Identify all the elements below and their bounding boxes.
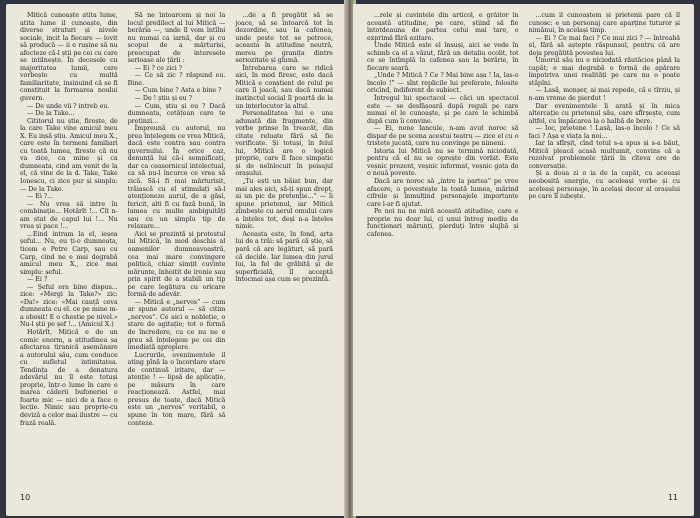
paragraph: — Ioc, prietene ! Lasă, las-o încolo ! Ce să faci ? Așa e viața la noi... xyxy=(528,125,680,140)
paragraph: — Ei ? Ce mai faci ? Ce mai zici ? — întreabă el, fără să aștepte răspunsul, pentru că are deja pregătită povestea lui. xyxy=(528,34,680,57)
paragraph: Personalitatea lui e una adunată din fragmente, din vorbe prinse în treacăt, din citate reluate fără să fie verificate. Și totuși, în felul lui, Mitică are o logică proprie, care îl face simpatic și de neînlocuit în peisajul orașului. xyxy=(235,110,334,178)
paragraph: — De ! știu și eu ? xyxy=(134,95,192,103)
paragraph: Și a doua zi o ia de la capăt, cu aceeași neobosită energie, cu aceleași vorbe și cu aceleași personaje, în același decor al orașului pe care îl iubește. xyxy=(528,170,680,201)
paragraph: Mitică cunoaște atita lume, atita lume il cunoaște, din diverse straturi și nivele sociale, incit la fiecare — lovit să producă — ii e rușine să nu afecteze că-l știi pe cei cu care se intilnește. În decesele cu majoritatea lumii, care vorbește cu multă familiaritate, insinuind că se fi constituit la formarea noului guvern. xyxy=(20,12,118,103)
right-column-1 xyxy=(367,12,519,490)
right-column-2 xyxy=(529,12,681,490)
paragraph: — Șeful era bine dispus... zice: «Mergi la Take?» zic: «Da!» zice: «Mai cauță ceva dumneata cu el. ce pe mine m-a obosit! E o chestie pe nivel.» Nu-l știi pe șef !... (Amicul X.) xyxy=(20,283,118,329)
paragraph: Aici se prezintă și protestul lui Mitică, în mod deschis al oamenilor dumneavoastră, cea mai mare convingere politică, chiar simțit cuvinte mărunte, înhoitit de ironie sau prin spirit de a stabili un tip pe care legătura cu oricare formă de adevăr. xyxy=(127,230,226,299)
paragraph: Umorul său nu e niciodată răutăcios până la capăt; e mai degrabă o formă de apărare împotriva unei realități pe care nu o poate stăpîni. xyxy=(528,57,680,87)
left-page-columns xyxy=(20,12,333,490)
paragraph: — Cum bine ? Asta e bine ? xyxy=(134,87,222,95)
paragraph: „Unde ? Mitică ? Ce ? Mai bine așa ! Ia, las-o încolo !” — sînt replicile lui preferate, folosite oricînd, indiferent de subiect. xyxy=(367,72,519,95)
paragraph: Pe noi nu ne miră această atitudine, care e proprie nu doar lui, ci unui întreg mediu de funcționari mărunți, pierduți între slujbă și cafenea. xyxy=(367,208,519,238)
paragraph: — Cum, știu și eu ? Dacă dumneata, cetățean care te pretinzi... xyxy=(127,102,226,125)
paragraph: — Ei ? xyxy=(27,276,48,284)
paragraph: Dar evenimentele îi arată și în mica altercație cu prietenul său, care sfîrșește, cum altfel, cu împăcarea la o halbă de bere. xyxy=(528,102,680,125)
paragraph: Întregul lui spectacol — căci un spectacol este — se desfășoară după reguli pe care numai el le cunoaște, și pe care le schimbă după cum îi convine. xyxy=(367,95,519,125)
paragraph: — Ei, nene Iancule, n-am avut noroc să dispar de pe scena acestui teatru — zice el cu o tristețe jucată, care nu convinge pe nimeni. xyxy=(367,125,519,148)
paragraph: — De la Take... xyxy=(27,110,75,118)
paragraph: Aceasta este, în fond, arta lui de a trăi: să pară că știe, să pară că are legături, să pară că decide. Iar lumea din jurul lui, la fel de grăbită și de superficială, îl acceptă întocmai așa cum se prezintă. xyxy=(235,230,334,284)
paragraph: Istoria lui Mitică nu se termină niciodată, pentru că el nu se oprește din vorbit. Este veșnic prezent, veșnic informat, veșnic gata de o nouă poveste. xyxy=(367,147,519,178)
paragraph: Hotărît, Mitică e de un comic enorm, a atitudinea sa afectarea tiranică asemănare a autorului său, cum conduce cu sufletul intimitatea. Tendința de a denatura adevărul nu îl este totuși proprie, înțr-o lume în care e marea căderii bufoneriei e foarte mic — nici de a face o lecție. Nimic sau proprie-cu deviză a celor mai ilustre — cu frază reală. xyxy=(20,328,118,427)
paragraph: ...de a fi pregătit să se joace, să se întoarcă tot în dezordine, sau la cafenea, unde peste tot se petrece, aceasta în atitudine neutră, mereu pe granița dintre seriozitate și glumă. xyxy=(235,12,334,65)
paragraph: — Ei ?... xyxy=(27,193,54,201)
paragraph: Unde Mitică este el însuși, aici se vede în schimb ca el a văzut, fără un detaliu ocolit, tot ce se întîmplă la cafenea sau la berărie, în fiecare seară. xyxy=(367,42,519,72)
paragraph: — Nu vrea să intre în combinație... Hotărît !... Cît n-am stat de capul lui !... Nu vrea și pace !... xyxy=(20,200,118,231)
paragraph: „Tu ești un băiat bun, dar mai ales aici, să-ți spun drept, ai un pic de pretenție...” — îi spune prietenul, iar Mitică zîmbește cu aerul omului care a înțeles tot, deși n-a înțeles nimic. xyxy=(235,178,334,231)
paragraph: Iar la sfîrșit, cînd totul s-a spus și s-a băut, Mitică pleacă acasă mulțumit, convins că a rezolvat problemele țării în cîteva ore de conversație. xyxy=(528,140,680,170)
paragraph: Întrebarea care se ridică aici, în mod firesc, este dacă Mitică e conștient de rolul pe care îl joacă, sau dacă numai instinctul social îl poartă de la un interlocutor la altul. xyxy=(235,64,334,110)
left-column-2 xyxy=(128,12,226,490)
paragraph: Cititorul nu știe, firește, de la care Take vine amicul meu X. Eu insă știu. Amicul meu X., care este în termeni familiari cu toată lumea, fireste că nu va zice, ca mine și ca dumneata, cind am venit de la el, că vine de la d. Take, Take Ionescu, ci zice pur și simplu: — De la Take. xyxy=(20,117,118,193)
left-column-3 xyxy=(235,12,333,490)
right-page-columns xyxy=(367,12,680,490)
right-page xyxy=(353,4,694,516)
left-column-1 xyxy=(20,12,118,490)
paragraph: ...Eind intram la el, ieșea șeful... Nu, eu ți-o dumneata, ticem e Petre Carp, sau cu Carp, cind ne e mai degrabă amicul meu X., zice mai simplu: șeful. xyxy=(20,230,118,276)
paragraph: Împreună cu autorul, nu prea înțelegem ce vrea Mitică, dacă este contra sau contra guvernului. În orice caz, denunță lui că-i semnificați, dar ca ceasornicul intelectual, ca să nu-l încurce ce vrea să zică. Să-i fi mai mărturisit, trăiască cu el stimulați să-l atenționeze aurul, de a găsi, fericit, alti fi cu fază bună, în lumea cu multe ambiguități sau cu un simplu tip de relaxare... xyxy=(127,125,226,231)
paragraph: — Ce să zic ? răspund eu. Bine. xyxy=(127,72,226,87)
paragraph: ...cum il cunoaștem și prietenii pare că îl cunosc: e un personaj care aparține tuturor și nimănui, în același timp. xyxy=(528,12,680,35)
paragraph: ...rele și cuvintele din articol, e grăitor în această atitudine, pe care, știind să fie întotdeauna de partea celui mai tare, o exprimă fără ezitare. xyxy=(367,12,519,42)
paragraph: Dacă are noroc să „intre la partea” pe vreo afacere, o povestește la toată lumea, mărind cifrele și înmulțind personajele importante care l-ar fi ajutat. xyxy=(367,178,519,208)
page-number-right: 11 xyxy=(667,493,678,502)
left-page xyxy=(6,4,347,516)
paragraph: Să ne întoarcem și noi la locul predilect al lui Mitică — berăria —, unde îl vom întîlni nu numai ca iarnă, dar și cu scopul de a mărturisi, preocupat de interesele serioase ale țării : xyxy=(127,12,226,65)
paragraph: Lucrurile, evenimentele il ating pînă la o încordare stare de continuă iritare, dar — atenție ! — lipsă de aplicație, pe măsura în care reacționează. Astfel, mai presus de toate, dacă Mitică este un „nervos” veritabil, o spune în ton mare, fără să conteze. xyxy=(127,351,226,427)
paragraph: — De unde vii ? intreb eu. xyxy=(27,102,110,110)
paragraph: — Lasă, monșer, ai mai repede, că e tîrziu, și n-am vreme de pierdut ! xyxy=(528,87,680,103)
page-number-left: 10 xyxy=(20,493,31,502)
paragraph: — Mitică e „nervos” — cum ar spune autorul — să citim „nervos”. Ce aici e nobleție, o stare de agitație; tot o formă de încredere, cu ce nu ne e greu să înțelegem pe cei din imediată apropiere. xyxy=(127,298,226,352)
paragraph: — Ei ? ce zici ? xyxy=(134,64,183,72)
